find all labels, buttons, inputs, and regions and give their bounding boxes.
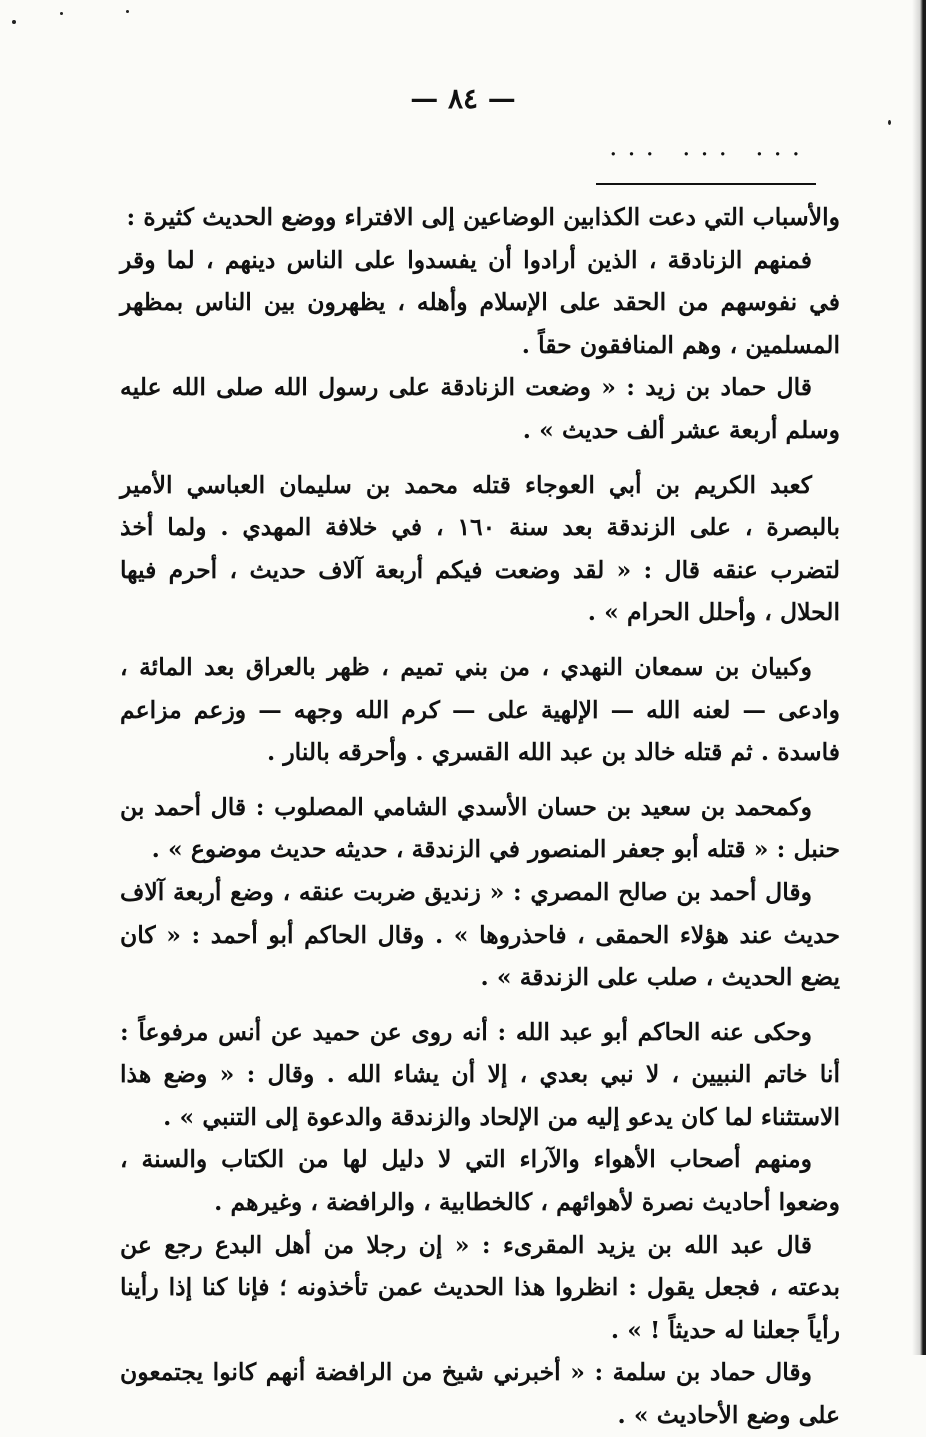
scan-speck — [126, 10, 129, 13]
paragraph: وحكى عنه الحاكم أبو عبد الله : أنه روى عن حميد عن أنس مرفوعاً : أنا خاتم النبيين ، لا نبي بعدي ، إلا أن يشاء الله . وقال : « وضع هذا الاستثناء لما كان يدعو إليه من الإلحاد والزندقة والدعوة إلى التنبي » . — [120, 1017, 840, 1131]
scan-speck — [60, 12, 63, 15]
scan-speck — [888, 120, 891, 125]
paragraph: وكبيان بن سمعان النهدي ، من بني تميم ، ظهر بالعراق بعد المائة ، وادعى — لعنه الله — الإلهية على — كرم الله وجهه — وزعم مزاعم فاسدة . ثم قتله خالد بن عبد الله القسري . وأحرقه بالنار . — [120, 652, 840, 767]
ellipsis-marks: ... ... ... — [609, 132, 810, 162]
paragraph: وكمحمد بن سعيد بن حسان الأسدي الشامي المصلوب : قال أحمد بن حنبل : « قتله أبو جعفر المنصور في الزندقة ، حديثه حديث موضوع » . — [120, 792, 840, 864]
page-number: — ٨٤ — — [410, 82, 516, 115]
paragraph: قال حماد بن زيد : « وضعت الزنادقة على رسول الله صلى الله عليه وسلم أربعة عشر ألف حديث » . — [120, 373, 840, 444]
section-rule — [596, 183, 816, 185]
paragraph: قال عبد الله بن يزيد المقرىء : « إن رجلا من أهل البدع رجع عن بدعته ، فجعل يقول : انظروا هذا الحديث عمن تأخذونه ؛ فإنا كنا إذا رأينا رأياً جعلنا له حديثاً ! » . — [120, 1230, 840, 1344]
paragraph: وقال أحمد بن صالح المصري : « زنديق ضربت عنقه ، وضع أربعة آلاف حديث عند هؤلاء الحمقى ، فاحذروها » . وقال الحاكم أبو أحمد : « كان يضع الحديث ، صلب على الزندقة » . — [120, 877, 840, 992]
paragraph: وقال حماد بن سلمة : « أخبرني شيخ من الرافضة أنهم كانوا يجتمعون على وضع الأحاديث » . — [120, 1358, 840, 1430]
paragraph: فمنهم الزنادقة ، الذين أرادوا أن يفسدوا على الناس دينهم ، لما وقر في نفوسهم من الحقد على الإسلام وأهله ، يظهرون بين الناس بمظهر المسلمين ، وهم المنافقون حقاً . — [120, 245, 840, 359]
scan-speck — [12, 20, 16, 24]
page-edge-shadow — [912, 0, 926, 1355]
paragraph: كعبد الكريم بن أبي العوجاء قتله محمد بن سليمان العباسي الأمير بالبصرة ، على الزندقة بعد سنة ١٦٠ ، في خلافة المهدي . ولما أخذ لتضرب عنقه قال : « لقد وضعت فيكم أربعة آلاف حديث ، أحرم فيها الحلال ، وأحلل الحرام » . — [120, 470, 840, 627]
paragraph: ومنهم أصحاب الأهواء والآراء التي لا دليل لها من الكتاب والسنة ، وضعوا أحاديث نصرة لأهوائهم ، كالخطابية ، والرافضة ، وغيرهم . — [120, 1145, 840, 1217]
paragraph: والأسباب التي دعت الكذابين الوضاعين إلى الافتراء ووضع الحديث كثيرة : — [126, 203, 840, 231]
body-text — [120, 196, 840, 1437]
